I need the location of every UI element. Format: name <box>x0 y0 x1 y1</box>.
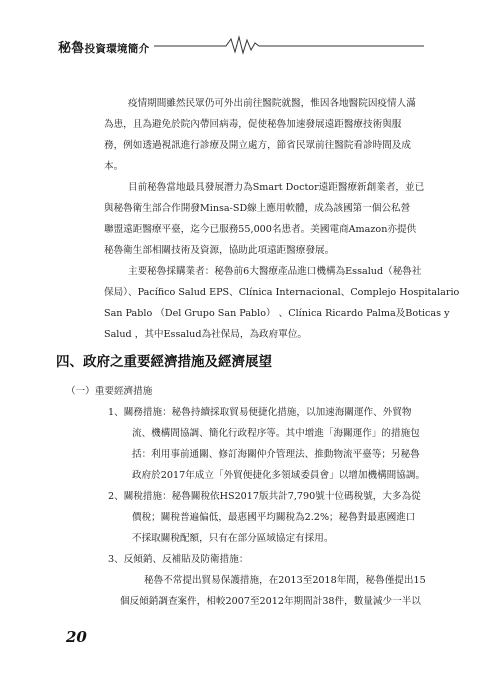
list-item-line: 3、反傾銷、反補貼及防衛措施： <box>108 554 249 565</box>
header-title <box>58 37 149 56</box>
list-item-line: 1、關務措施：秘魯持續採取貿易便捷化措施，以加速海關運作、外貿物 <box>108 407 412 418</box>
paragraph-line: 保局）、Pacífico Salud EPS、Clínica Internacional、Complejo Hospitalario <box>104 287 460 298</box>
list-item-line: 個反傾銷調查案件，相較2007至2012年期間計38件，數量減少一半以 <box>120 596 421 607</box>
list-item-line: 政府於2017年成立「外貿便捷化多領域委員會」以增加機構間協調。 <box>132 470 426 481</box>
paragraph-line: 目前秘魯當地最具發展潛力為Smart Doctor遠距醫療新創業者，並已 <box>128 182 425 193</box>
list-item-line: 流、機構間協調、簡化行政程序等。其中增進「海關運作」的措施包 <box>132 428 420 439</box>
paragraph-line: 聯盟遠距醫療平臺，迄今已服務55,000名患者。美國電商Amazon亦提供 <box>104 224 417 235</box>
paragraph-line: 疫情期間雖然民眾仍可外出前往醫院就醫，惟因各地醫院因疫情人滿 <box>128 98 416 109</box>
paragraph-line: 秘魯衛生部相關技術及資源，協助此項遠距醫療發展。 <box>104 245 335 256</box>
paragraph-line: 本。 <box>104 161 124 172</box>
paragraph-line: 主要秘魯採購業者：秘魯前6大醫療產品進口機構為Essalud（秘魯社 <box>128 266 422 277</box>
section-title: 四、政府之重要經濟措施及經濟展望 <box>56 354 272 370</box>
paragraph-line: Salud ，其中Essalud為社保局，為政府單位。 <box>104 329 308 340</box>
paragraph-line: San Pablo （Del Grupo San Pablo） 、Clínica Ricardo Palma及Boticas y <box>104 308 450 319</box>
list-item-line: 括：利用事前通關、修訂海關仲介管理法、推動物流平臺等；另秘魯 <box>132 449 420 460</box>
list-item-line: 不採取關稅配額，只有在部分區域協定有採用。 <box>132 533 334 544</box>
paragraph-line: 務，例如透過視訊進行診療及開立處方，節省民眾前往醫院看診時間及成 <box>104 140 411 151</box>
paragraph-line: 為患，且為避免於院內帶回病毒，促使秘魯加速發展遠距醫療技術與服 <box>104 119 402 130</box>
running-header <box>58 34 424 56</box>
paragraph-line: 與秘魯衛生部合作開發Minsa-SD線上應用軟體，成為該國第一個公私營 <box>104 203 411 214</box>
list-item-line: 秘魯不常提出貿易保護措施，在2013至2018年間，秘魯僅提出15 <box>144 575 426 586</box>
list-item-line: 價稅；關稅普遍偏低，最惠國平均關稅為2.2%；秘魯對最惠國進口 <box>132 512 416 523</box>
header-title-lead: 秘魯 <box>58 41 85 56</box>
list-item-line: 2、關稅措施：秘魯關稅依HS2017版共計7,790號十位碼稅號，大多為從 <box>108 491 421 502</box>
header-title-rest: 投資環境簡介 <box>84 43 150 55</box>
subsection-title: （一）重要經濟措施 <box>66 386 153 397</box>
page-number: 20 <box>66 628 87 646</box>
